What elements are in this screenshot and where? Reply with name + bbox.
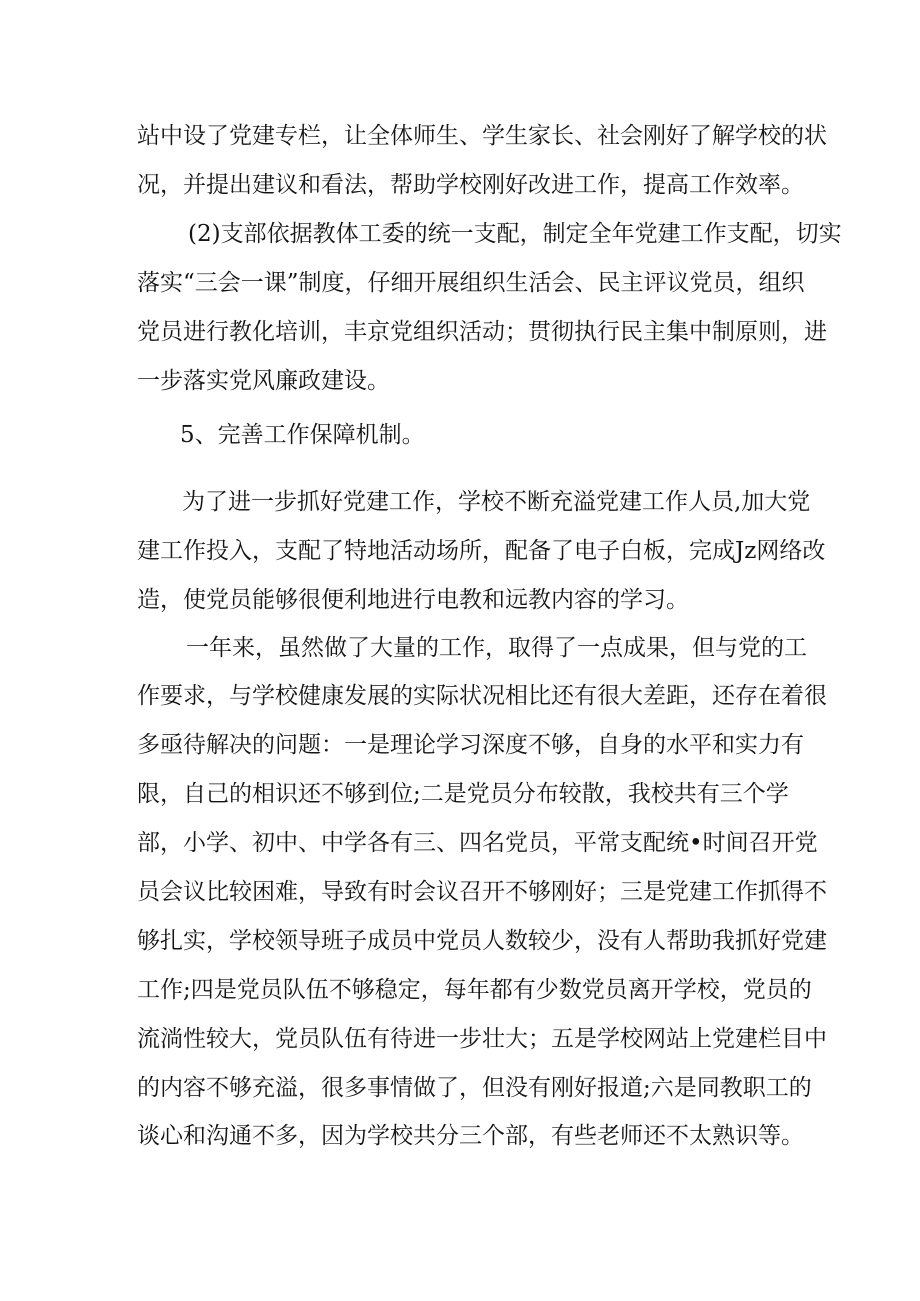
text-line: 谈心和沟通不多，因为学校共分三个部，有些老师还不太熟识等。 [137,1123,804,1149]
text-line: 一步落实党风廉政建设。 [137,368,390,394]
text-line: 员会议比较困难，导致有时会议召开不够刚好；三是党建工作抓得不 [137,879,827,905]
text-line: 站中设了党建专栏，让全体师生、学生家长、社会刚好了解学校的状 [137,123,827,149]
text-line: 党员进行教化培训，丰京党组织活动；贯彻执行民主集中制原则，进 [137,319,827,345]
text-line: 的内容不够充溢，很多事情做了，但没有刚好报道;六是同教职工的 [137,1075,812,1101]
text-line: 部，小学、初中、中学各有三、四名党员，平常支配统•时间召开党 [137,830,818,856]
text-line: 作要求，与学校健康发展的实际状况相比还有很大差距，还存在着很 [137,683,827,709]
text-line: 一年来，虽然做了大量的工作，取得了一点成果，但与党的工 [186,635,807,661]
section-heading: 5、完善工作保障机制。 [180,422,425,448]
text-line: (2)支部依据教体工委的统一支配，制定全年党建工作支配，切实 [188,221,842,247]
text-line: 够扎实，学校领导班子成员中党员人数较少，没有人帮助我抓好党建 [137,928,827,954]
text-line: 落实“三会一课”制度，仔细开展组织生活会、民主评议党员，组织 [137,270,805,296]
text-line: 为了进一步抓好党建工作，学校不断充溢党建工作人员,加大党 [182,489,811,515]
text-line: 多亟待解决的问题：一是理论学习深度不够，自身的水平和实力有 [137,732,804,758]
text-line: 造，使党员能够很便利地进行电教和远教内容的学习。 [137,587,689,613]
text-line: 建工作投入，支配了特地活动场所，配备了电子白板，完成Jz网络改 [137,538,826,564]
text-line: 流淌性较大，党员队伍有待进一步壮大；五是学校网站上党建栏目中 [137,1026,827,1052]
text-line: 况，并提出建议和看法，帮助学校刚好改进工作，提高工作效率。 [137,172,804,198]
text-line: 工作;四是党员队伍不够稳定，每年都有少数党员离开学校，党员的 [137,977,812,1003]
text-line: 限，自己的相识还不够到位;二是党员分布较散，我校共有三个学 [137,781,789,807]
